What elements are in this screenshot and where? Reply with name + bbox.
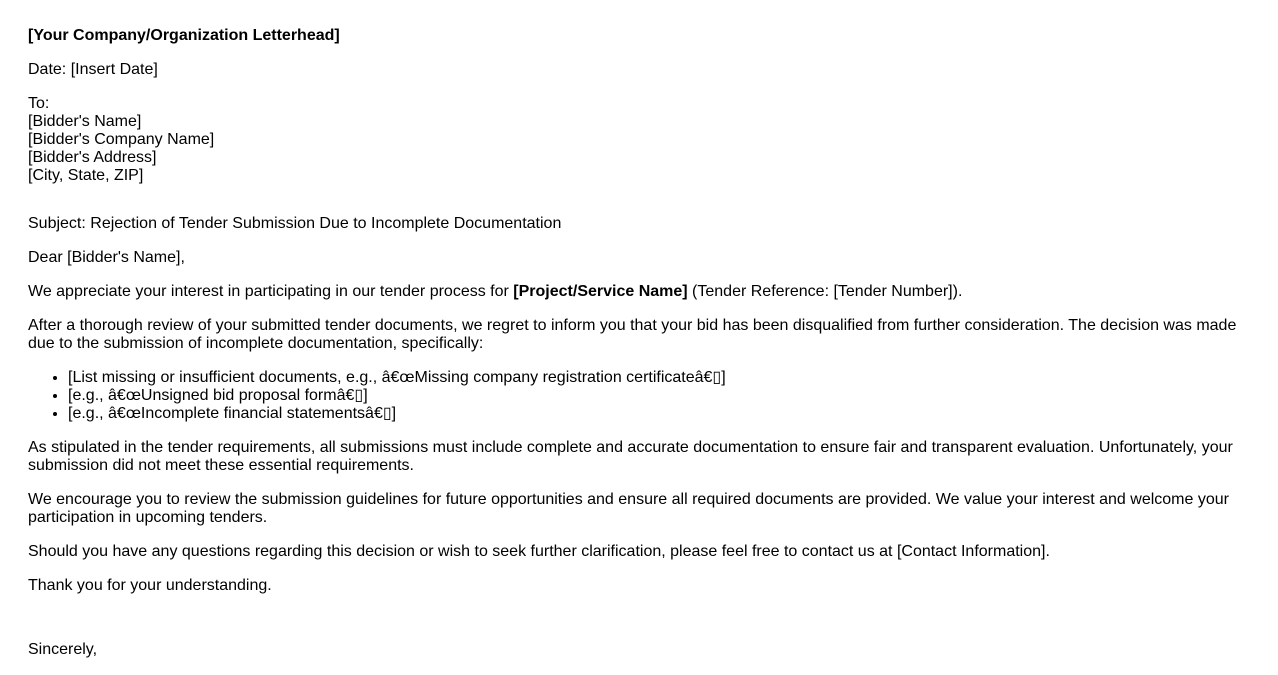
to-label: To:	[28, 95, 50, 112]
date-line: Date: [Insert Date]	[28, 61, 158, 78]
letterhead: [Your Company/Organization Letterhead]	[28, 27, 340, 44]
letter-page	[28, 27, 1250, 675]
intro-paragraph	[28, 283, 1250, 301]
thanks-paragraph: Thank you for your understanding.	[28, 577, 272, 594]
salutation: Dear [Bidder's Name],	[28, 249, 185, 266]
project-name: [Project/Service Name]	[513, 283, 688, 300]
missing-documents-list	[28, 369, 1250, 423]
signoff-spacer	[28, 611, 1250, 641]
review-paragraph: After a thorough review of your submitted tender documents, we regret to inform you that your bid has been disqualified from further consideration. The decision was made due to the submission of incomplete documentation, specifically:	[28, 317, 1237, 352]
contact-paragraph: Should you have any questions regarding this decision or wish to seek further clarification, please feel free to contact us at [Contact Information].	[28, 543, 1050, 560]
recipient-name: [Bidder's Name]	[28, 113, 142, 130]
recipient-company: [Bidder's Company Name]	[28, 131, 215, 148]
list-item: • [e.g., â€œUnsigned bid proposal formâ€▯]	[68, 387, 1250, 405]
recipient-address-block	[28, 95, 1250, 185]
encouragement-paragraph: We encourage you to review the submission guidelines for future opportunities and ensure all required documents are provided. We value your interest and welcome your participation in upcoming tenders.	[28, 491, 1229, 526]
list-item: • [e.g., â€œIncomplete financial statementsâ€▯]	[68, 405, 1250, 423]
recipient-address: [Bidder's Address]	[28, 149, 157, 166]
recipient-city-state-zip: [City, State, ZIP]	[28, 167, 144, 184]
requirements-paragraph: As stipulated in the tender requirements, all submissions must include complete and accurate documentation to ensure fair and transparent evaluation. Unfortunately, your submission did not meet these essential requirements.	[28, 439, 1233, 474]
closing: Sincerely,	[28, 641, 98, 658]
subject-line: Subject: Rejection of Tender Submission Due to Incomplete Documentation	[28, 215, 562, 232]
intro-text-suffix: (Tender Reference: [Tender Number]).	[687, 283, 963, 300]
intro-text-prefix: We appreciate your interest in participating in our tender process for	[28, 283, 514, 300]
list-item: • [List missing or insufficient documents, e.g., â€œMissing company registration certificateâ€▯]	[68, 369, 1250, 387]
